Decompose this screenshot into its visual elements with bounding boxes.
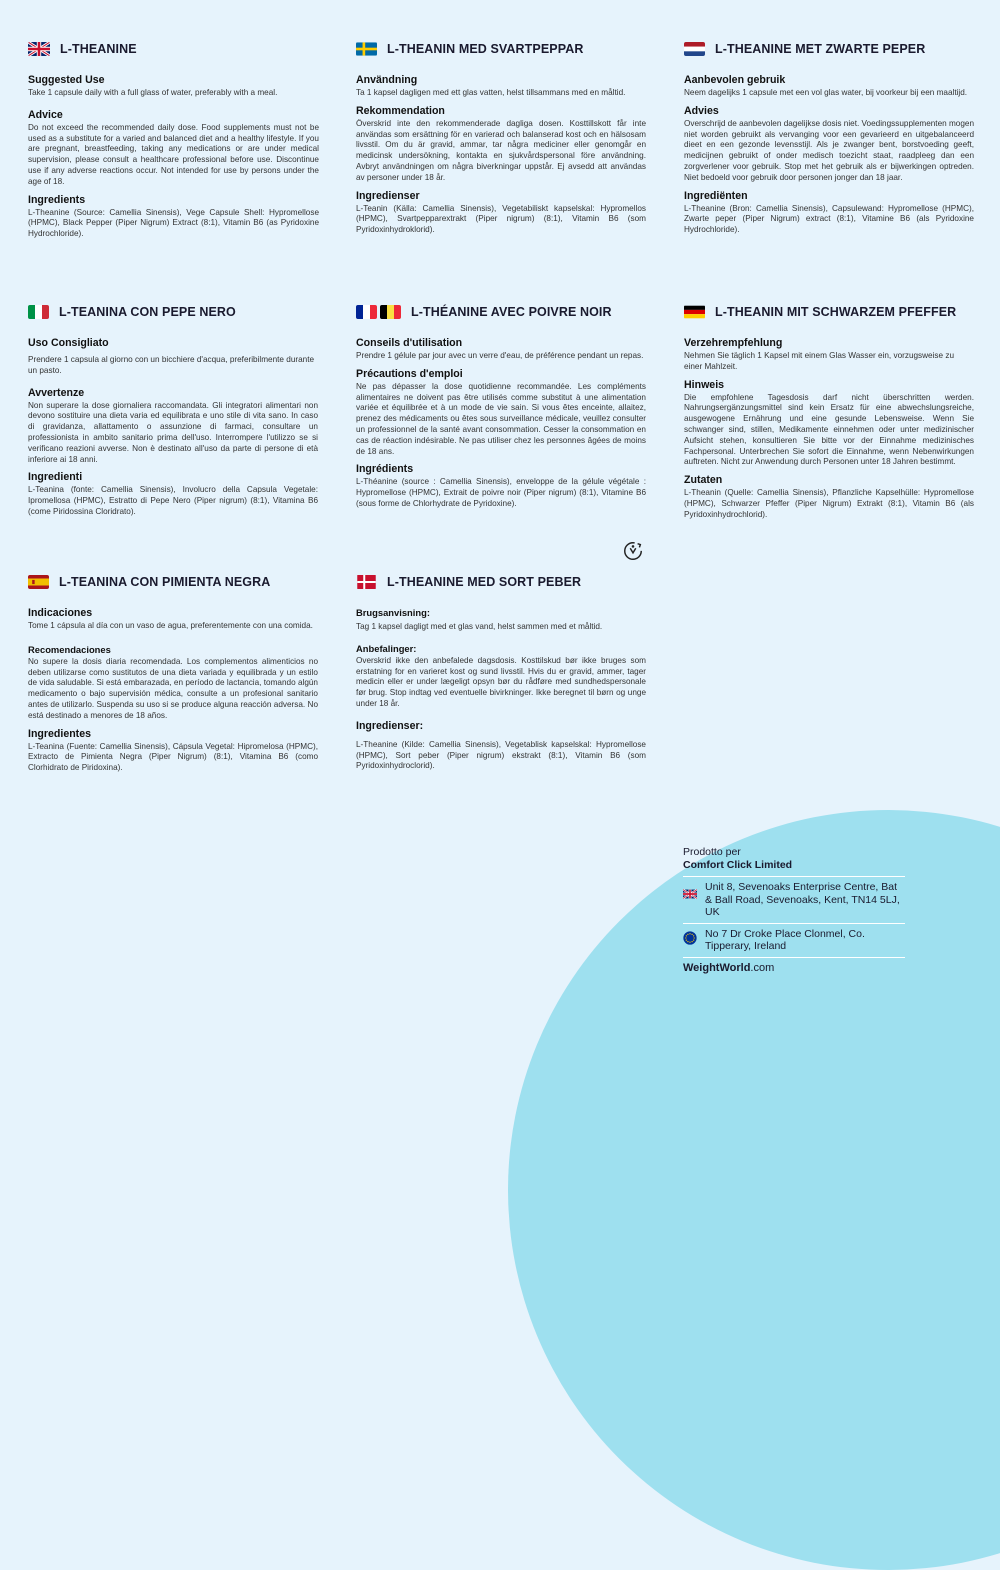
eu-flag-icon — [683, 931, 697, 949]
advice-text: Do not exceed the recommended daily dose. Food supplements must not be used as a substitute for a varied and balanced diet and a healthy lifestyle. If you are pregnant, breastfeeding, taking any medications or are under medical supervision, please consult a healthcare professional before use. Discontinue use if any adverse reactions occur. Not intended for use by persons under the age of 18. — [28, 122, 319, 186]
producer-company: Comfort Click Limited — [683, 859, 793, 871]
spain-flag-icon — [28, 575, 49, 589]
uk-flag-icon — [683, 889, 697, 903]
recommendations-text: Overskrid ikke den anbefalede dagsdosis. Kosttilskud bør ikke bruges som erstatning for en varieret kost og sund livsstil. Hvis du er gravid, ammer, tager medicin eller er under lægeligt opsyn bør du rådføre med sundhedspersonale før brug. Stop indtag ved eventuelle bivirkninger. Ikke beregnet til børn og unge under 18 år. — [356, 655, 646, 708]
usage-text: Tag 1 kapsel dagligt med et glas vand, helst sammen med et måltid. — [356, 622, 603, 631]
producer-label: Prodotto per — [683, 846, 741, 858]
eu-address: No 7 Dr Croke Place Clonmel, Co. Tipperary, Ireland — [705, 927, 865, 952]
ingredients-heading: Ingrédients — [356, 463, 414, 476]
section-title — [356, 42, 646, 56]
recycling-icon — [622, 540, 644, 567]
section-italian — [28, 305, 318, 518]
website — [683, 957, 905, 974]
ingredients-heading: Ingrediënten — [684, 189, 748, 202]
ingredients-text: L-Theanine (Source: Camellia Sinensis), Vege Capsule Shell: Hypromellose (HPMC), Black Pepper (Piper Nigrum) Extract (8:1), Vitamin B6 (as Pyridoxine Hydrochloride). — [28, 207, 319, 239]
ingredients-heading: Zutaten — [684, 474, 723, 487]
notice-heading: Hinweis — [684, 378, 725, 391]
indications-text: Tome 1 cápsula al día con un vaso de agua, preferentemente con una comida. — [28, 621, 313, 630]
title-text: L-TEANINA CON PIMIENTA NEGRA — [59, 575, 271, 589]
advice-heading: Advies — [684, 104, 719, 117]
section-title — [28, 305, 318, 319]
website-brand: WeightWorld — [683, 961, 751, 974]
advice-heading: Advice — [28, 108, 63, 121]
title-text: L-THEANINE MED SORT PEBER — [387, 575, 582, 589]
section-swedish — [356, 42, 646, 236]
eu-address-row — [683, 923, 905, 957]
ingredients-heading: Ingredienti — [28, 471, 83, 484]
precautions-text: Ne pas dépasser la dose quotidienne recommandée. Les compléments alimentaires ne doivent pas être utilisés comme substitut à une alimentation variée et équilibrée et à un mode de vie sain. Si vous êtes enceinte, allaitez, prenez des médicaments ou êtes sous surveillance médicale, veuillez consulter un professionnel de la santé avant consommation. Cesser la consommation en cas de réaction indésirable. Ne pas utiliser chez les personnes âgées de moins de 18 ans. — [356, 381, 646, 456]
uk-flag-icon — [28, 42, 50, 56]
italy-flag-icon — [28, 305, 49, 319]
ingredients-heading: Ingredients — [28, 193, 86, 206]
usage-heading: Brugsanvisning: — [356, 607, 430, 618]
belgium-flag-icon — [380, 305, 401, 319]
ingredients-text: L-Theanine (Bron: Camellia Sinensis), Capsulewand: Hypromellose (HPMC), Zwarte peper (Piper Nigrum) extract (8:1), Vitamine B6 (als Pyridoxine Hydrochloride). — [684, 203, 974, 235]
warnings-heading: Avvertenze — [28, 386, 85, 399]
ingredients-text: L-Théanine (source : Camellia Sinensis), enveloppe de la gélule végétale : Hypromellose (HPMC), Extrait de poivre noir (Piper nigrum) (8:1), Vitamine B6 (sous forme de Chlorhydrate de Pyridoxine). — [356, 477, 646, 508]
ingredients-heading: Ingredienser: — [356, 719, 424, 732]
ingredients-text: L-Teanina (Fuente: Camellia Sinensis), Cápsula Vegetal: Hipromelosa (HPMC), Extracto de Pimienta Negra (Piper Nigrum) (8:1), Vitamina B6 (como Clorhidrato de Piridoxina). — [28, 741, 318, 773]
section-title — [684, 42, 974, 56]
ingredients-text: L-Teanina (fonte: Camellia Sinensis), Involucro della Capsula Vegetale: Ipromellosa (HPMC), Estratto di Pepe Nero (Piper nigrum) (8:1), Vitamina B6 (come Piridossina Cloridrato). — [28, 485, 318, 516]
section-dutch — [684, 42, 974, 236]
ingredients-text: L-Teanin (Källa: Camellia Sinensis), Vegetabiliskt kapselskal: Hypromellos (HPMC), Svartpepparextrakt (Piper nigrum) (8:1), Vitamin B6 (som Pyridoxinhydroklorid). — [356, 203, 646, 235]
section-title — [684, 305, 974, 319]
recommendations-heading: Recomendaciones — [28, 643, 111, 655]
notice-text: Die empfohlene Tagesdosis darf nicht überschritten werden. Nahrungsergänzungsmittel sind kein Ersatz für eine abwechslungsreiche, ausgewogene Ernährung und eine gesunde Lebensweise. Wenn Sie schwanger sind, stillen, Medikamente einnehmen oder unter medizinischer Aufsicht stehen, konsultieren Sie bitte vor der Einnahme medizinisches Fachpersonal. Unterbrechen Sie sofort die Einnahme, wenn Nebenwirkungen auftreten. Nicht zur Anwendung durch Personen unter 18 Jahren bestimmt. — [684, 392, 974, 467]
recommended-use-text: Neem dagelijks 1 capsule met een vol glas water, bij voorkeur bij een maaltijd. — [684, 88, 968, 97]
suggested-use-text: Take 1 capsule daily with a full glass of water, preferably with a meal. — [28, 88, 278, 97]
recommendations-text: No supere la dosis diaria recomendada. Los complementos alimenticios no deben utilizarse como sustitutos de una dieta variada y equilibrada y un estilo de vida saludable. Si está embarazada, en período de lactancia, tomando algún medicamento o bajo supervisión médica, consulte a un profesional sanitario antes de utilizarlo. Suspenda su uso si se produce alguna reacción adversa. No está destinado a menores de 18 años. — [28, 656, 318, 720]
indications-heading: Indicaciones — [28, 607, 93, 619]
section-german — [684, 305, 974, 521]
section-title — [356, 575, 646, 589]
denmark-flag-icon — [356, 575, 377, 589]
title-text: L-THEANINE MET ZWARTE PEPER — [715, 42, 926, 56]
title-text: L-THÉANINE AVEC POIVRE NOIR — [411, 305, 612, 319]
recommendation-text: Överskrid inte den rekommenderade dagliga dosen. Kosttillskott får inte användas som ersättning för en varierad och balanserad kost och en hälsosam livsstil. Om du är gravid, ammar, tar några mediciner eller genomgår en medicinsk undersökning, kontakta en sjukvårdspersonal före användning. Avbryt användningen om några biverkningar uppstår. Ej avsedd att användas av personer under 18 år. — [356, 118, 646, 182]
germany-flag-icon — [684, 305, 705, 319]
section-title — [28, 575, 318, 589]
netherlands-flag-icon — [684, 42, 705, 56]
suggested-use-heading: Suggested Use — [28, 74, 105, 86]
ingredients-text: L-Theanine (Kilde: Camellia Sinensis), Vegetablisk kapselskal: Hypromellose (HPMC), Sort peber (Piper nigrum) ekstrakt (8:1), Vitamin B6 (som Pyridoxinhydroclorid). — [356, 739, 646, 771]
section-spanish — [28, 575, 318, 774]
section-danish — [356, 575, 646, 772]
ingredients-text: L-Theanin (Quelle: Camellia Sinensis), Pflanzliche Kapselhülle: Hypromellose (HPMC), Schwarzer Pfeffer (Piper Nigrum) Extrakt (8:1), Vitamin B6 (als Pyridoxinhydrochlorid). — [684, 488, 974, 519]
usage-heading: Användning — [356, 74, 418, 86]
france-flag-icon — [356, 305, 377, 319]
usage-text: Prendre 1 gélule par jour avec un verre d'eau, de préférence pendant un repas. — [356, 351, 644, 360]
suggested-use-text: Prendere 1 capsula al giorno con un bicchiere d'acqua, preferibilmente durante un pasto. — [28, 355, 315, 375]
uk-address: Unit 8, Sevenoaks Enterprise Centre, Bat & Ball Road, Sevenoaks, Kent, TN14 5LJ, UK — [705, 881, 900, 918]
ingredients-heading: Ingredientes — [28, 727, 91, 740]
section-title — [356, 305, 646, 319]
ingredients-heading: Ingredienser — [356, 189, 420, 202]
recommendation-heading: Verzehrempfehlung — [684, 337, 783, 349]
producer-info — [683, 846, 905, 974]
title-text: L-THEANIN MIT SCHWARZEM PFEFFER — [715, 305, 957, 319]
advice-text: Overschrijd de aanbevolen dagelijkse dosis niet. Voedingssupplementen mogen niet worden gebruikt als vervanging voor een gevarieerd en uitgebalanceerd dieet en een gezonde levensstijl. Als je zwanger bent, borstvoeding geeft, medicijnen gebruikt of onder medisch toezicht staat, raadpleeg dan een zorgverlener voor gebruik. Stop met het gebruik als er bijwerkingen optreden. Niet bedoeld voor gebruik door personen jonger dan 18 jaar. — [684, 118, 974, 182]
precautions-heading: Précautions d'emploi — [356, 367, 463, 380]
title-text: L-THEANIN MED SVARTPEPPAR — [387, 42, 584, 56]
warnings-text: Non superare la dose giornaliera raccomandata. Gli integratori alimentari non devono sostituire una dieta varia ed equilibrata e uno stile di vita sano. In caso di gravidanza, allattamento o assunzione di farmaci, consultare un professionista in ambito sanitario prima dell'uso. Interrompere l'utilizzo se si verificano reazioni avverse. Non è destinato all'uso da parte di persone di età inferiore ai 18 anni. — [28, 400, 318, 464]
uk-address-row — [683, 876, 905, 923]
recommendations-heading: Anbefalinger: — [356, 642, 417, 654]
section-title — [28, 42, 319, 56]
website-domain: .com — [750, 961, 775, 974]
title-text: L-TEANINA CON PEPE NERO — [59, 305, 236, 319]
flags-group — [356, 305, 401, 319]
section-english — [28, 42, 319, 240]
usage-text: Ta 1 kapsel dagligen med ett glas vatten, helst tillsammans med en måltid. — [356, 88, 626, 97]
title-text: L-THEANINE — [60, 42, 137, 56]
suggested-use-heading: Uso Consigliato — [28, 337, 109, 349]
section-french — [356, 305, 646, 510]
sweden-flag-icon — [356, 42, 377, 56]
recommendation-text: Nehmen Sie täglich 1 Kapsel mit einem Glas Wasser ein, vorzugsweise zu einer Mahlzeit. — [684, 351, 954, 371]
usage-heading: Conseils d'utilisation — [356, 337, 463, 349]
recommendation-heading: Rekommendation — [356, 104, 445, 117]
recommended-use-heading: Aanbevolen gebruik — [684, 74, 786, 86]
